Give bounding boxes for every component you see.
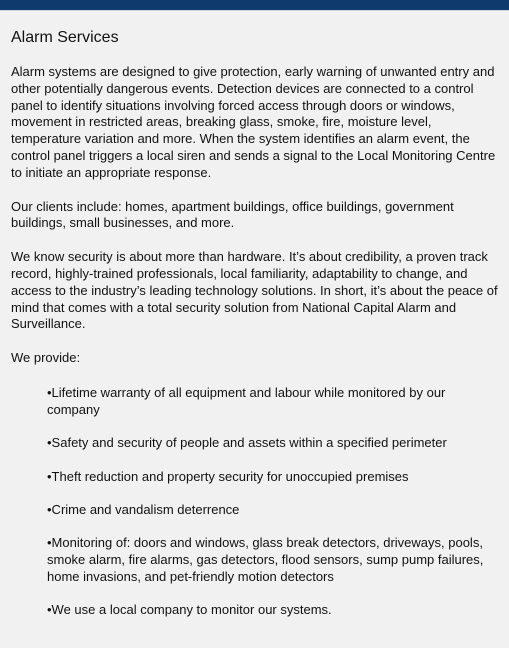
list-item: •Monitoring of: doors and windows, glass break detectors, driveways, pools, smoke alarm, fire alarms, gas detectors, flood sensors, sump pump failures, home invasions, and pet-friendly motion detectors bbox=[47, 535, 484, 584]
list-item: •Theft reduction and property security for unoccupied premises bbox=[47, 468, 409, 484]
list-item: •Lifetime warranty of all equipment and labour while monitored by our company bbox=[47, 384, 446, 417]
clients-paragraph: Our clients include: homes, apartment buildings, office buildings, government buildings, small businesses, and more. bbox=[11, 198, 454, 231]
top-bar-divider bbox=[0, 10, 509, 11]
list-item: •Safety and security of people and assets within a specified perimeter bbox=[47, 435, 447, 451]
we-provide-label: We provide: bbox=[11, 350, 81, 366]
list-item: •Crime and vandalism deterrence bbox=[47, 501, 240, 517]
list-item: •We use a local company to monitor our systems. bbox=[47, 602, 332, 618]
top-bar bbox=[0, 0, 509, 10]
provide-list bbox=[47, 385, 499, 619]
intro-paragraph: Alarm systems are designed to give protection, early warning of unwanted entry and other potentially dangerous events. Detection devices are connected to a control panel to identify situations involving forced access through doors or windows, movement in restricted areas, breaking glass, smoke, fire, moisture level, temperature variation and more. When the system identifies an alarm event, the control panel triggers a local siren and sends a signal to the Local Monitoring Centre to initiate an appropriate response. bbox=[11, 64, 496, 180]
main-content bbox=[11, 28, 499, 636]
security-paragraph: We know security is about more than hardware. It’s about credibility, a proven track record, highly-trained professionals, local familiarity, adaptability to change, and access to the industry’s leading technology solutions. In short, it’s about the peace of mind that comes with a total security solution from National Capital Alarm and Surveillance. bbox=[11, 249, 498, 332]
page-title: Alarm Services bbox=[11, 29, 119, 46]
